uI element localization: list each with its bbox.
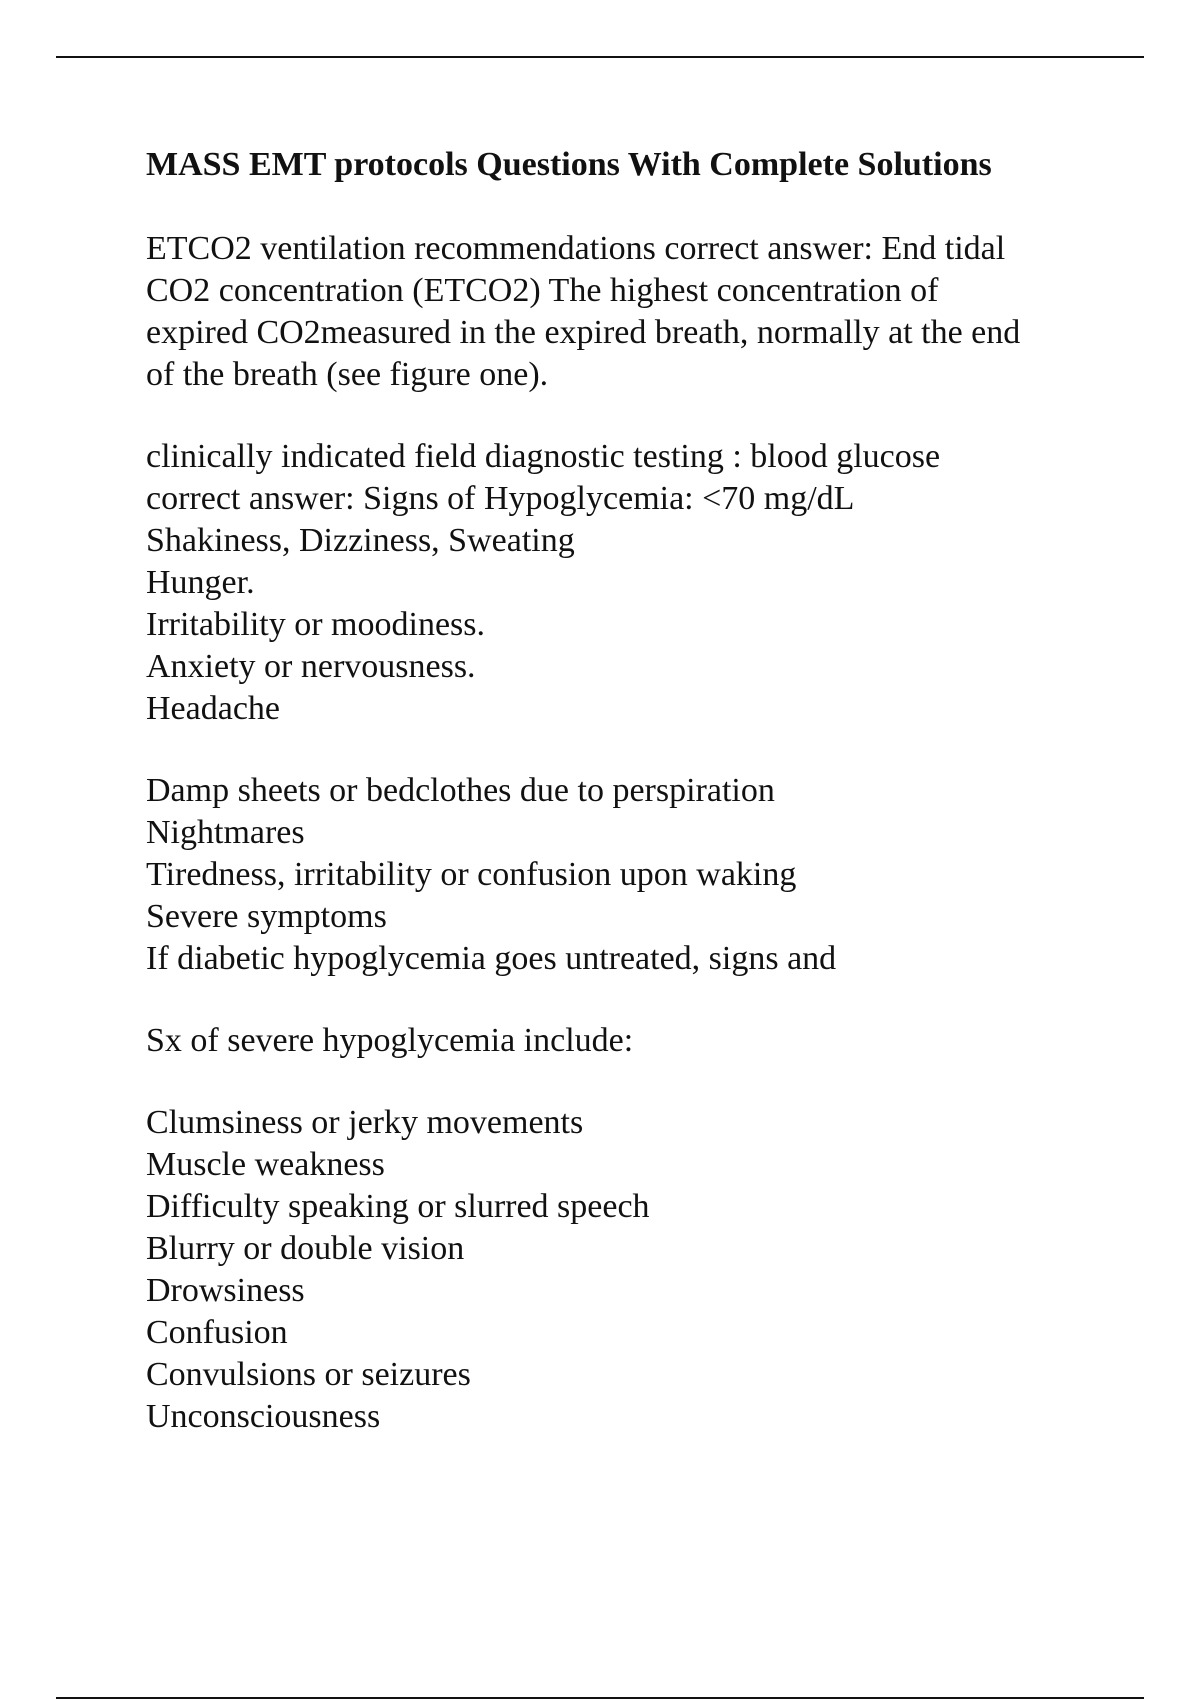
text-line: Drowsiness xyxy=(146,1272,305,1309)
text-line: Shakiness, Dizziness, Sweating xyxy=(146,522,575,559)
text-line: Irritability or moodiness. xyxy=(146,606,486,643)
text-line: Sx of severe hypoglycemia include: xyxy=(146,1022,634,1059)
text-line: Muscle weakness xyxy=(146,1146,385,1183)
paragraph-blood-glucose xyxy=(146,436,1106,730)
text-line: Difficulty speaking or slurred speech xyxy=(146,1188,650,1225)
text-line: Severe symptoms xyxy=(146,898,387,935)
text-line: Tiredness, irritability or confusion upon waking xyxy=(146,856,797,893)
text-line: correct answer: Signs of Hypoglycemia: <70 mg/dL xyxy=(146,480,855,517)
text-line: of the breath (see figure one). xyxy=(146,356,549,393)
text-line: Nightmares xyxy=(146,814,305,851)
text-line: Clumsiness or jerky movements xyxy=(146,1104,584,1141)
paragraph-severe-symptoms xyxy=(146,1102,1106,1438)
text-line: Unconsciousness xyxy=(146,1398,381,1435)
text-line: Hunger. xyxy=(146,564,255,601)
text-line: Damp sheets or bedclothes due to perspiration xyxy=(146,772,775,809)
text-line: expired CO2measured in the expired breath, normally at the end xyxy=(146,314,1021,351)
document-body xyxy=(146,144,1106,1478)
paragraph-severe-intro xyxy=(146,1020,1106,1062)
top-divider xyxy=(56,56,1144,58)
text-line: ETCO2 ventilation recommendations correct answer: End tidal xyxy=(146,230,1006,267)
text-line: If diabetic hypoglycemia goes untreated, signs and xyxy=(146,940,837,977)
paragraph-etco2 xyxy=(146,228,1106,396)
text-line: clinically indicated field diagnostic testing : blood glucose xyxy=(146,438,941,475)
text-line: Blurry or double vision xyxy=(146,1230,465,1267)
text-line: Convulsions or seizures xyxy=(146,1356,471,1393)
text-line: CO2 concentration (ETCO2) The highest concentration of xyxy=(146,272,939,309)
paragraph-nocturnal-symptoms xyxy=(146,770,1106,980)
document-title: MASS EMT protocols Questions With Complete Solutions xyxy=(146,146,992,183)
text-line: Headache xyxy=(146,690,281,727)
text-line: Confusion xyxy=(146,1314,288,1351)
text-line: Anxiety or nervousness. xyxy=(146,648,476,685)
bottom-divider xyxy=(56,1697,1144,1699)
